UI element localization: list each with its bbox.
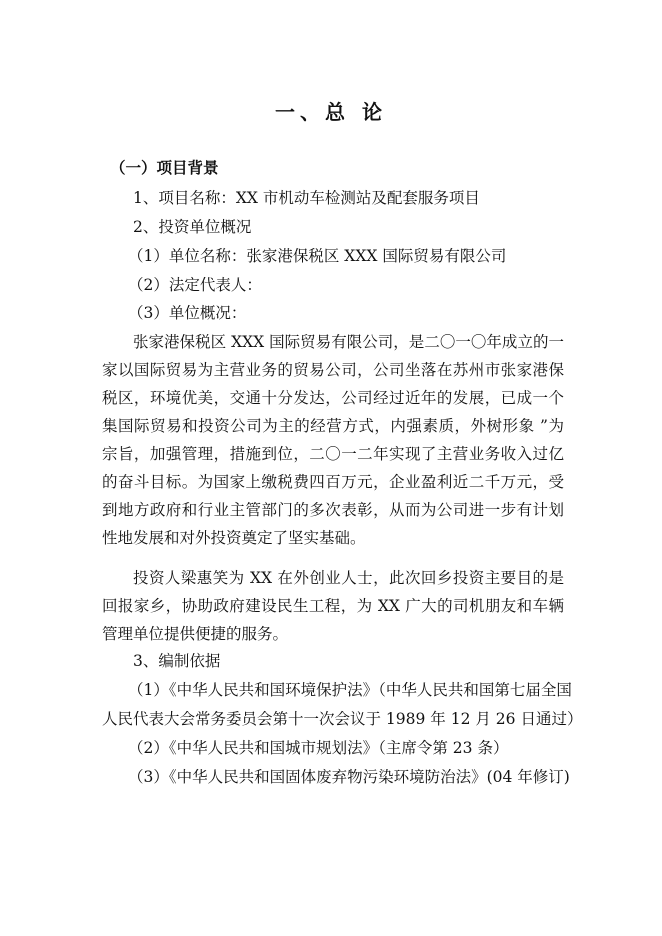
law-1-line-2: 人民代表大会常务委员会第十一次会议于 1989 年 12 月 26 日通过）: [102, 710, 583, 728]
section-heading: （一）项目背景: [110, 159, 219, 177]
item-basis: 3、编制依据: [133, 652, 221, 670]
law-3: （3）《中华人民共和国固体废弃物污染环境防治法》(04 年修订): [128, 768, 570, 786]
sub-legal-representative: （2）法定代表人：: [128, 276, 262, 294]
sub-company-name: （1）单位名称：张家港保税区 XXX 国际贸易有限公司: [128, 247, 507, 265]
law-1-line-1: （1）《中华人民共和国环境保护法》（中华人民共和国第七届全国: [128, 681, 572, 699]
item-project-name: 1、项目名称：XX 市机动车检测站及配套服务项目: [133, 189, 480, 207]
law-2: （2）《中华人民共和国城市规划法》（主席令第 23 条）: [128, 739, 509, 757]
sub-company-overview: （3）单位概况：: [128, 304, 247, 322]
investor-paragraph: 投资人梁惠笑为 XX 在外创业人士，此次回乡投资主要目的是回报家乡，协助政府建设民生工程，为 XX 广大的司机朋友和车辆管理单位提供便捷的服务。: [102, 569, 564, 643]
item-investor-overview: 2、投资单位概况: [133, 218, 252, 236]
company-overview-paragraph: 张家港保税区 XXX 国际贸易有限公司，是二〇一〇年成立的一家以国际贸易为主营业务的贸易公司，公司坐落在苏州市张家港保税区，环境优美，交通十分发达，公司经过近年的发展，已成一个集国际贸易和投资公司为主的经营方式，内强素质，外树形象 ”为宗旨，加强管理，措施到位，二〇一二年实现了主营业务收入过亿的奋斗目标。为国家上缴税费四百万元，企业盈利近二千万元，受到地方政府和行业主管部门的多次表彰，从而为公司进一步有计划性地发展和对外投资奠定了坚实基础。: [102, 333, 564, 547]
page-title: 一、总 论: [275, 100, 387, 124]
